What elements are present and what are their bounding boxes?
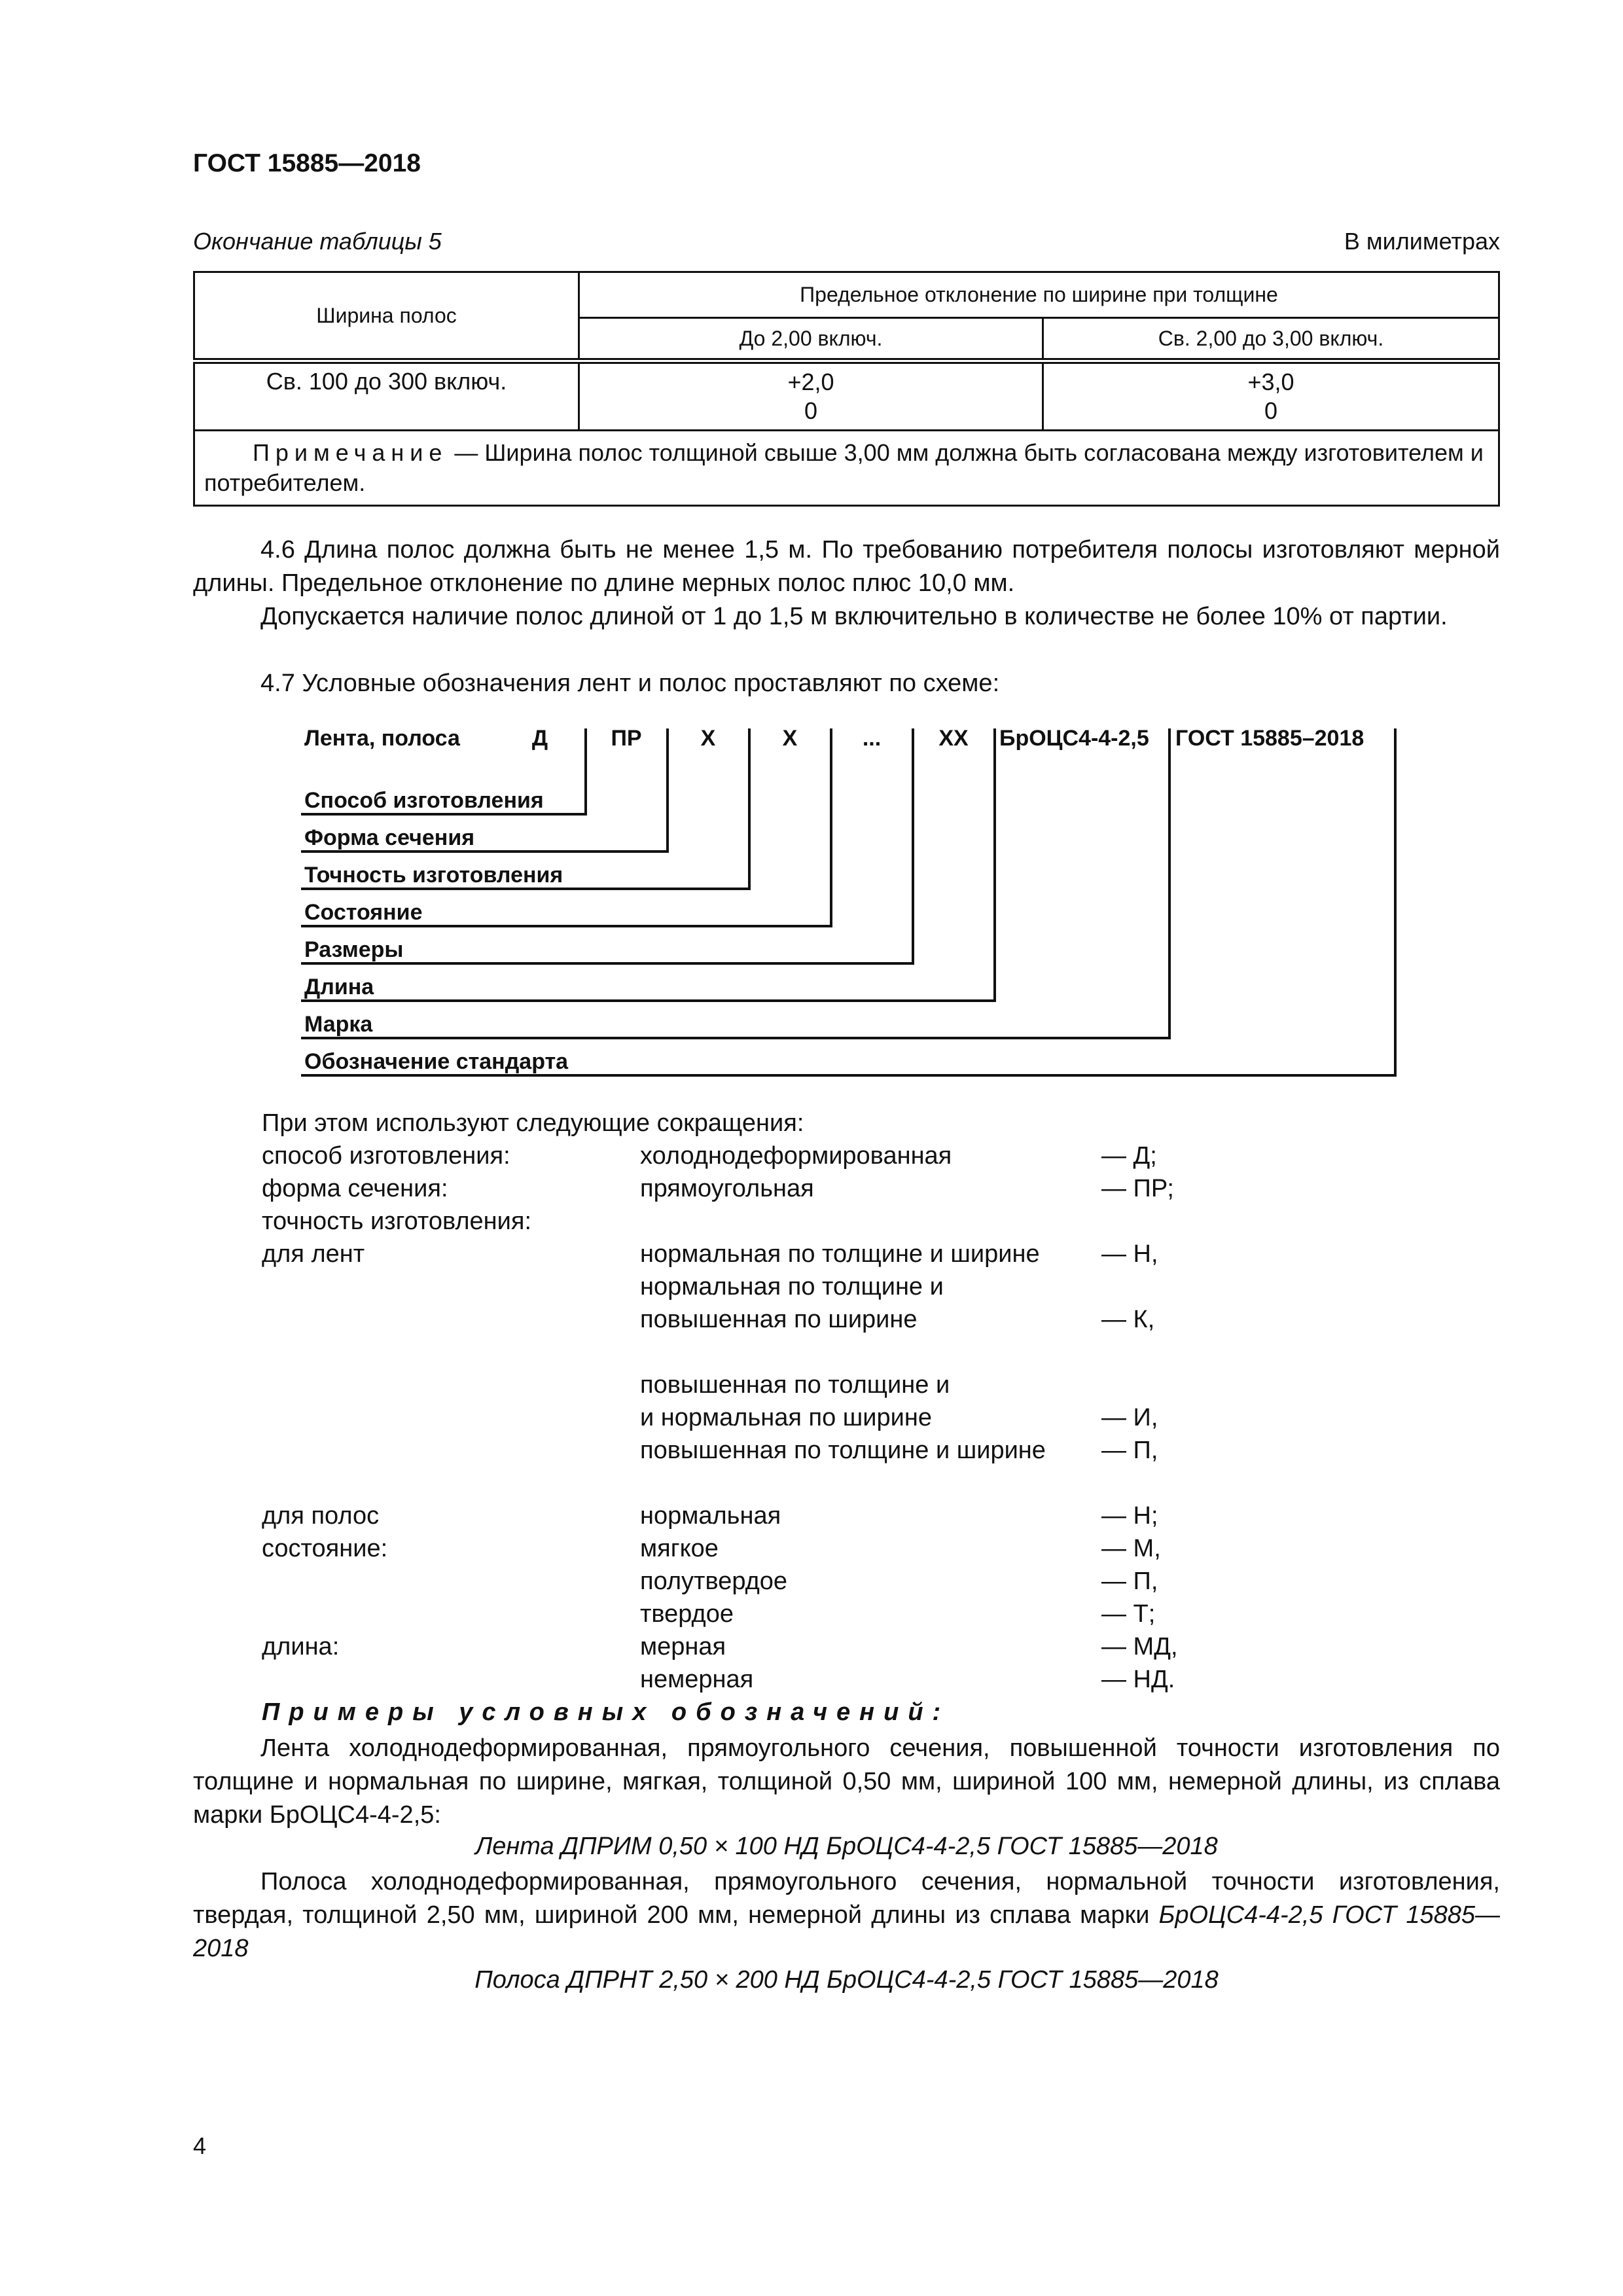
abbr-code: — К, <box>1101 1306 1155 1333</box>
scheme-label-method: Способ изготовления <box>304 788 544 813</box>
cell-dev1 <box>579 361 1043 431</box>
abbr-desc: нормальная <box>640 1502 781 1530</box>
scheme-token-product: Лента, полоса <box>304 726 460 751</box>
abbr-term: для лент <box>262 1240 365 1268</box>
example-1-code: Лента ДПРИМ 0,50 × 100 НД БрОЦС4-4-2,5 ГОСТ 15885—2018 <box>475 1833 1218 1860</box>
designation-scheme <box>301 723 1400 1090</box>
scheme-token-x2: Х <box>782 726 798 751</box>
abbr-code: — Т; <box>1101 1600 1156 1628</box>
col-width-header: Ширина полос <box>194 272 579 361</box>
scheme-lines <box>301 728 1395 1075</box>
paragraph-4-6-b: Допускается наличие полос длиной от 1 до 1,5 м включительно в количестве не более 10% от партии. <box>260 603 1448 630</box>
scheme-label-standard: Обозначение стандарта <box>304 1049 569 1074</box>
abbreviations-intro: При этом используют следующие сокращения: <box>262 1109 804 1137</box>
abbr-desc: прямоугольная <box>640 1175 814 1202</box>
abbr-code: — МД, <box>1101 1633 1178 1660</box>
scheme-label-state: Состояние <box>304 900 423 925</box>
abbr-term: способ изготовления: <box>262 1142 510 1170</box>
scheme-label-section: Форма сечения <box>304 825 475 850</box>
abbr-desc: немерная <box>640 1666 754 1693</box>
example-2-code: Полоса ДПРНТ 2,50 × 200 НД БрОЦС4-4-2,5 ГОСТ 15885—2018 <box>474 1966 1219 1994</box>
abbr-code: — Д; <box>1101 1142 1157 1170</box>
example-1-text: Лента холоднодеформированная, прямоугольного сечения, повышенной точности изготовления по толщине и нормальная по ширине, мягкая, толщиной 0,50 мм, шириной 100 мм, немерной длины, из сплава марки БрОЦС4-4-2,5: <box>193 1734 1500 1829</box>
dev1-lower: 0 <box>804 397 818 424</box>
scheme-label-grade: Марка <box>304 1012 373 1037</box>
cell-width: Св. 100 до 300 включ. <box>194 361 579 431</box>
scheme-label-length: Длина <box>304 975 374 999</box>
note-label: Примечание <box>253 439 448 466</box>
abbr-code: — П, <box>1101 1568 1158 1595</box>
abbr-code: — ПР; <box>1101 1175 1174 1202</box>
abbr-term: длина: <box>262 1633 340 1660</box>
abbr-desc: повышенная по толщине и <box>640 1371 950 1399</box>
abbr-term: для полос <box>262 1502 380 1530</box>
subheader-2: Св. 2,00 до 3,00 включ. <box>1043 318 1499 361</box>
abbr-desc: мерная <box>640 1633 726 1660</box>
abbr-desc: нормальная по толщине и ширине <box>640 1240 1040 1268</box>
dev2-lower: 0 <box>1264 397 1278 424</box>
scheme-token-d: Д <box>531 726 548 751</box>
scheme-label-sizes: Размеры <box>304 937 404 962</box>
table-units: В милиметрах <box>1344 228 1500 255</box>
scheme-token-standard: ГОСТ 15885–2018 <box>1175 726 1364 751</box>
abbr-code: — М, <box>1101 1535 1161 1562</box>
scheme-token-grade: БрОЦС4-4-2,5 <box>999 726 1149 751</box>
abbr-term: состояние: <box>262 1535 388 1562</box>
note-text: — Ширина полос толщиной свыше 3,00 мм должна быть согласована между изготовителем и потребителем. <box>204 439 1484 496</box>
page-number: 4 <box>193 2132 207 2159</box>
abbr-desc: холоднодеформированная <box>640 1142 952 1170</box>
example-2-body-italic: БрОЦС4-4-2,5 ГОСТ 15885—2018 <box>193 1901 1500 1962</box>
dev1-upper: +2,0 <box>787 368 834 395</box>
document-header: ГОСТ 15885—2018 <box>193 149 421 177</box>
abbr-code: — НД. <box>1101 1666 1175 1693</box>
scheme-token-dots: ... <box>862 726 882 751</box>
group-header: Предельное отклонение по ширине при толщине <box>579 272 1499 318</box>
example-2-text <box>193 1865 1500 1965</box>
abbr-term: форма сечения: <box>262 1175 448 1202</box>
paragraph-4-6: 4.6 Длина полос должна быть не менее 1,5 м. По требованию потребителя полосы изготовляют мерной длины. Предельное отклонение по длине мерных полос плюс 10,0 мм. <box>193 536 1500 597</box>
scheme-label-accuracy: Точность изготовления <box>304 863 563 888</box>
scheme-token-xx: ХХ <box>938 726 969 751</box>
cell-dev2 <box>1043 361 1499 431</box>
abbr-code: — И, <box>1101 1404 1158 1431</box>
abbr-desc: повышенная по ширине <box>640 1306 918 1333</box>
abbr-desc: полутвердое <box>640 1568 788 1595</box>
scheme-token-pr: ПР <box>611 726 642 751</box>
abbr-desc: мягкое <box>640 1535 719 1562</box>
abbr-desc: и нормальная по ширине <box>640 1404 932 1431</box>
paragraph-4-7: 4.7 Условные обозначения лент и полос проставляют по схеме: <box>260 670 1000 697</box>
dev2-upper: +3,0 <box>1247 368 1294 395</box>
abbr-desc: твердое <box>640 1600 734 1628</box>
subheader-1: До 2,00 включ. <box>579 318 1043 361</box>
abbr-desc: нормальная по толщине и <box>640 1273 944 1300</box>
abbr-desc: повышенная по толщине и ширине <box>640 1437 1046 1464</box>
scheme-token-x1: Х <box>700 726 716 751</box>
table-5 <box>193 271 1500 507</box>
table-note <box>194 431 1499 506</box>
abbr-code: — Н; <box>1101 1502 1158 1530</box>
abbr-code: — Н, <box>1101 1240 1158 1268</box>
table-caption: Окончание таблицы 5 <box>193 228 442 255</box>
abbr-code: — П, <box>1101 1437 1158 1464</box>
example-2-body: Полоса холоднодеформированная, прямоугольного сечения, нормальной точности изготовления, твердая, толщиной 2,50 мм, шириной 200 мм, немерной длины из сплава марки <box>193 1868 1500 1929</box>
abbr-term: точность изготовления: <box>262 1208 532 1235</box>
examples-heading: Примеры условных обозначений: <box>262 1698 950 1726</box>
